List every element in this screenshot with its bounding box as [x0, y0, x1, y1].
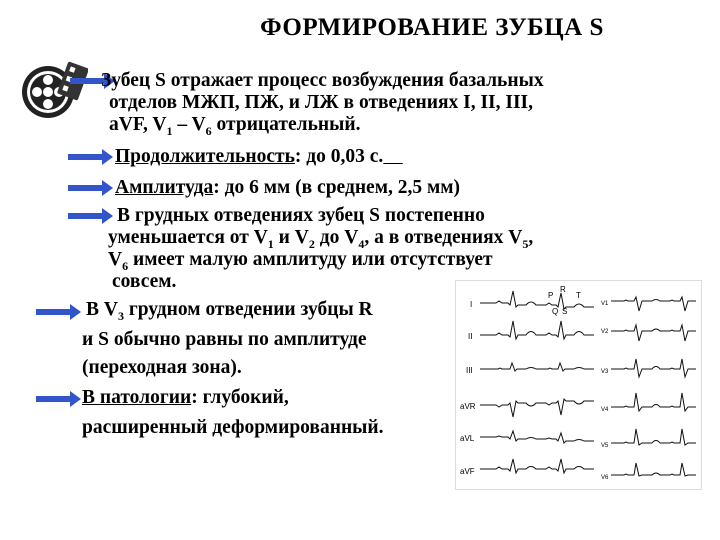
wave-label-t: T: [576, 291, 581, 300]
lead-label-v6: V6: [601, 475, 609, 481]
paragraph-4-line-2: уменьшается от $V_1$ и $V_2$ до $V_4$, а в отведениях $V_5$,: [108, 227, 534, 251]
arrow-icon: [36, 390, 82, 408]
wave-label-s: S: [562, 307, 568, 316]
lead-label-avf: aVF: [460, 467, 475, 476]
paragraph-4-line-4: совсем.: [112, 271, 177, 292]
duration-line: Продолжительность: до 0,03 с.: [115, 146, 384, 167]
paragraph-4-line-3: $V_6$ имеет малую амплитуду или отсутствует: [108, 249, 493, 273]
wave-label-q: Q: [552, 307, 559, 316]
paragraph-1-line-2: отделов МЖП, ПЖ, и ЛЖ в отведениях I, II, III,: [109, 92, 534, 113]
pathology-line-2: расширенный деформированный.: [82, 417, 384, 438]
arrow-icon: [68, 148, 114, 166]
paragraph-1-line-3: aVF, $V_1 - V_6$ отрицательный.: [109, 114, 361, 138]
paragraph-1-line-1: Зубец S отражает процесс возбуждения базальных: [101, 70, 544, 91]
lead-label-i: I: [470, 300, 473, 309]
lead-label-v3: V3: [601, 369, 609, 375]
ecg-illustration: [455, 280, 702, 490]
lead-label-v4: V4: [601, 407, 609, 413]
lead-label-avl: aVL: [460, 434, 475, 443]
paragraph-5-line-3: (переходная зона).: [82, 357, 242, 378]
amplitude-line: Амплитуда: до 6 мм (в среднем, 2,5 мм): [115, 177, 461, 198]
lead-label-v2: V2: [601, 329, 609, 335]
arrow-icon: [36, 303, 82, 321]
wave-label-r: R: [560, 285, 566, 294]
arrow-icon: [68, 179, 114, 197]
arrow-icon: [68, 207, 114, 225]
paragraph-4-line-1: В грудных отведениях зубец S постепенно: [117, 205, 485, 226]
pathology-line-1: В патологии: глубокий,: [82, 387, 289, 408]
paragraph-5-line-2: и S обычно равны по амплитуде: [82, 329, 367, 350]
wave-label-p: P: [548, 291, 554, 300]
lead-label-v5: V5: [601, 443, 609, 449]
paragraph-5-line-1: В $V_3$ грудном отведении зубцы R: [86, 299, 373, 323]
lead-label-iii: III: [466, 366, 473, 375]
slide-title: ФОРМИРОВАНИЕ ЗУБЦА S: [260, 14, 604, 41]
lead-label-avr: aVR: [460, 402, 476, 411]
lead-label-v1: V1: [601, 301, 609, 307]
lead-label-ii: II: [468, 332, 473, 341]
